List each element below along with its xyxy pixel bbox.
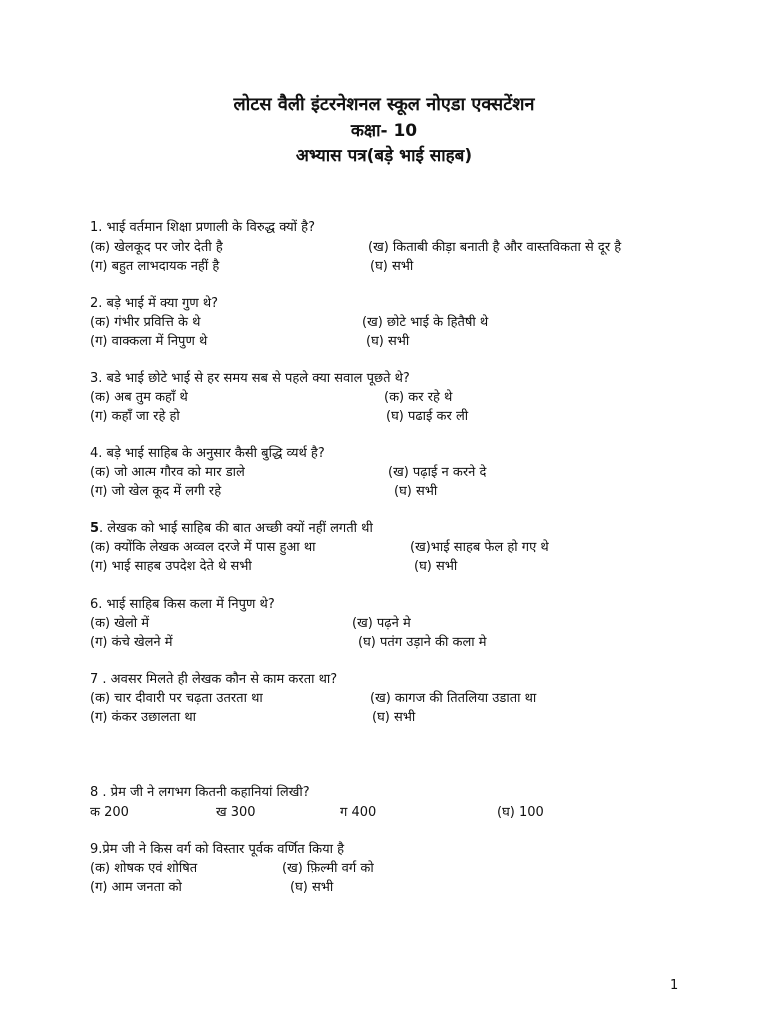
- q6-option-d: (घ) पतंग उड़ाने की कला मे: [358, 635, 487, 650]
- q5-option-b: (ख)भाई साहब फेल हो गए थे: [410, 540, 549, 555]
- q5-option-d: (घ) सभी: [414, 559, 458, 574]
- question-8: 8 . प्रेम जी ने लगभग कितनी कहानियां लिखी?: [90, 785, 310, 800]
- school-name: लोटस वैली इंटरनेशनल स्कूल नोएडा एक्सटेंशन: [233, 94, 535, 115]
- question-2: 2. बड़े भाई में क्या गुण थे?: [90, 296, 219, 311]
- worksheet-title: अभ्यास पत्र(बड़े भाई साहब): [295, 146, 473, 166]
- q8-option-b: ख 300: [216, 805, 256, 820]
- q1-option-a: (क) खेलकूद पर जोर देती है: [90, 240, 223, 255]
- q9-option-d: (घ) सभी: [290, 880, 334, 895]
- q9-option-b: (ख) फ़िल्मी वर्ग को: [282, 861, 374, 876]
- q2-option-a: (क) गंभीर प्रवित्ति के थे: [90, 315, 201, 330]
- q6-option-a: (क) खेलो में: [90, 616, 149, 631]
- q7-option-c: (ग) कंकर उछालता था: [90, 710, 197, 725]
- q2-option-b: (ख) छोटे भाई के हितैषी थे: [362, 315, 489, 330]
- question-7: 7 . अवसर मिलते ही लेखक कौन से काम करता था?: [90, 672, 338, 687]
- q1-option-b: (ख) किताबी कीड़ा बनाती है और वास्तविकता से दूर है: [368, 240, 622, 255]
- q8-option-c: ग 400: [340, 805, 377, 820]
- q4-option-a: (क) जो आत्म गौरव को मार डाले: [90, 465, 245, 480]
- q3-option-b: (क) कर रहे थे: [384, 390, 453, 405]
- q7-option-d: (घ) सभी: [372, 710, 416, 725]
- q7-option-a: (क) चार दीवारी पर चढ़ता उतरता था: [90, 691, 263, 706]
- class-label: कक्षा- 10: [350, 121, 418, 141]
- question-5: [90, 521, 373, 537]
- question-5-text: . लेखक को भाई साहिब की बात अच्छी क्यों नहीं लगती थी: [99, 521, 373, 536]
- q3-option-c: (ग) कहाँ जा रहे हो: [90, 409, 180, 424]
- question-4: 4. बड़े भाई साहिब के अनुसार कैसी बुद्धि व्यर्थ है?: [90, 446, 325, 461]
- q4-option-b: (ख) पढ़ाई न करने दे: [388, 465, 487, 480]
- q5-option-c: (ग) भाई साहब उपदेश देते थे सभी: [90, 559, 252, 574]
- q2-option-c: (ग) वाक्कला में निपुण थे: [90, 334, 208, 349]
- q4-option-d: (घ) सभी: [394, 484, 438, 499]
- q7-option-b: (ख) कागज की तितलिया उडाता था: [370, 691, 537, 706]
- q9-option-c: (ग) आम जनता को: [90, 880, 182, 895]
- q6-option-b: (ख) पढ़ने मे: [352, 616, 411, 631]
- page-number: 1: [670, 978, 679, 993]
- q3-option-a: (क) अब तुम कहाँ थे: [90, 390, 188, 405]
- question-9: 9.प्रेम जी ने किस वर्ग को विस्तार पूर्वक वर्णित किया है: [90, 842, 345, 857]
- question-1: 1. भाई वर्तमान शिक्षा प्रणाली के विरुद्ध क्यों है?: [90, 220, 315, 235]
- q6-option-c: (ग) कंचे खेलने में: [90, 635, 173, 650]
- question-6: 6. भाई साहिब किस कला में निपुण थे?: [90, 597, 275, 612]
- q8-option-a: क 200: [90, 805, 129, 820]
- question-3: 3. बडे भाई छोटे भाई से हर समय सब से पहले क्या सवाल पूछते थे?: [90, 371, 410, 386]
- q3-option-d: (घ) पढाई कर ली: [386, 409, 469, 424]
- q9-option-a: (क) शोषक एवं शोषित: [90, 861, 198, 876]
- q5-option-a: (क) क्योंकि लेखक अव्वल दरजे में पास हुआ था: [90, 540, 316, 555]
- q1-option-d: (घ) सभी: [370, 259, 414, 274]
- q1-option-c: (ग) बहुत लाभदायक नहीं है: [90, 259, 220, 274]
- question-5-number: 5: [90, 521, 100, 536]
- q2-option-d: (घ) सभी: [366, 334, 410, 349]
- q4-option-c: (ग) जो खेल कूद में लगी रहे: [90, 484, 222, 499]
- q8-option-d: (घ) 100: [497, 805, 544, 820]
